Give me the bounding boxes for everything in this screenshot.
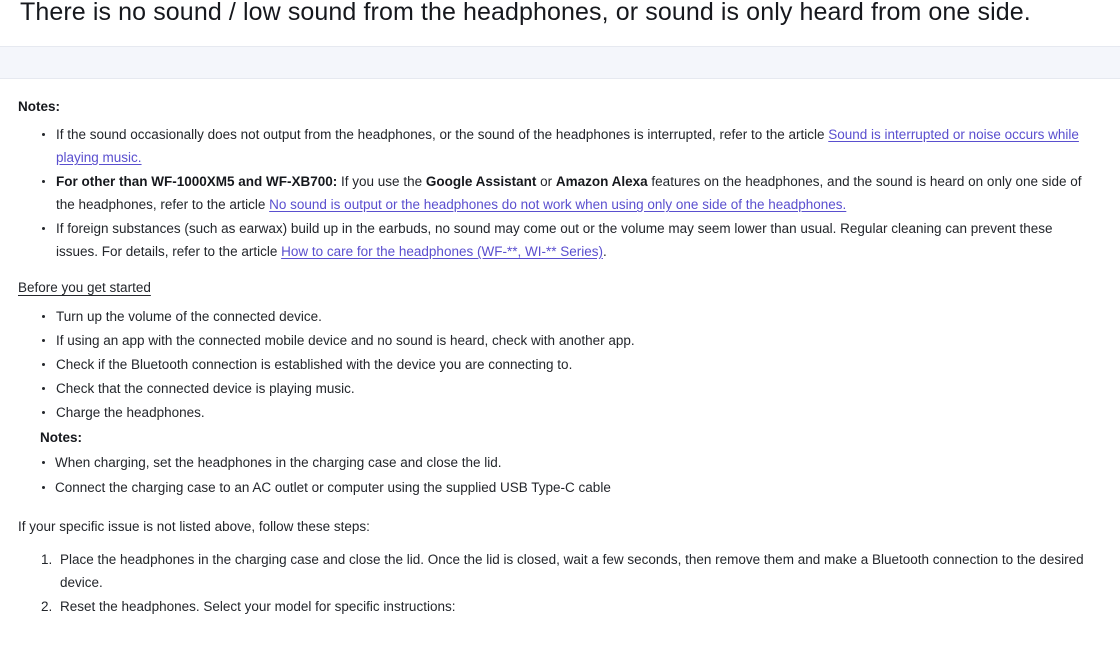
troubleshooting-steps (18, 548, 1096, 618)
section-divider-band (0, 46, 1120, 79)
list-item (40, 170, 1096, 216)
list-item: Turn up the volume of the connected device. (40, 305, 1096, 328)
list-item: If using an app with the connected mobile device and no sound is heard, check with another app. (40, 329, 1096, 352)
notes-label: Notes: (18, 99, 61, 114)
list-item (40, 123, 1096, 169)
link-how-to-care[interactable]: How to care for the headphones (WF-**, WI-** Series) (281, 244, 603, 259)
charging-notes-label: Notes: (40, 430, 83, 445)
list-item: When charging, set the headphones in the charging case and close the lid. (40, 450, 1096, 475)
before-you-get-started-list (18, 305, 1096, 424)
note-text-3a: If foreign substances (such as earwax) build up in the earbuds, no sound may come out or the volume may seem lower than usual. Regular cleaning can prevent these issues. For details, refer to the article (56, 221, 1053, 259)
page-title: There is no sound / low sound from the headphones, or sound is only heard from one side. (20, 0, 1031, 26)
note-text-1a: If the sound occasionally does not output from the headphones, or the sound of the headphones is interrupted, refer to the article (56, 127, 829, 142)
before-you-get-started-heading: Before you get started (18, 280, 151, 295)
note-text-2c: features on the headphones, and the sound is heard on only one side of the headphones, refer to the article (56, 174, 1082, 212)
link-sound-interrupted[interactable]: Sound is interrupted or noise occurs while playing music. (56, 127, 1079, 165)
list-item: 1. Place the headphones in the charging case and close the lid. Once the lid is closed, wait a few seconds, then remove them and make a Bluetooth connection to the desired device. (56, 548, 1096, 594)
link-no-sound-one-side[interactable]: No sound is output or the headphones do not work when using only one side of the headphones. (269, 197, 847, 212)
note-bold-amazon-alexa: Amazon Alexa (555, 174, 648, 189)
charging-notes-list (18, 450, 1096, 500)
title-region (0, 0, 1120, 28)
notes-list (18, 123, 1096, 263)
list-item (40, 217, 1096, 263)
note-text-2b: or (536, 174, 556, 189)
note-text-3b: . (602, 244, 607, 259)
note-bold-models: For other than WF-1000XM5 and WF-XB700: (56, 174, 338, 189)
note-bold-google-assistant: Google Assistant (425, 174, 537, 189)
note-text-2a: If you use the (337, 174, 426, 189)
list-item: 2. Reset the headphones. Select your model for specific instructions: (56, 595, 1096, 618)
followup-intro-text: If your specific issue is not listed above, follow these steps: (18, 519, 370, 534)
list-item: Check if the Bluetooth connection is established with the device you are connecting to. (40, 353, 1096, 376)
list-item: Connect the charging case to an AC outlet or computer using the supplied USB Type-C cable (40, 475, 1096, 500)
article-body (0, 96, 1120, 618)
list-item: Charge the headphones. (40, 401, 1096, 424)
list-item: Check that the connected device is playing music. (40, 377, 1096, 400)
